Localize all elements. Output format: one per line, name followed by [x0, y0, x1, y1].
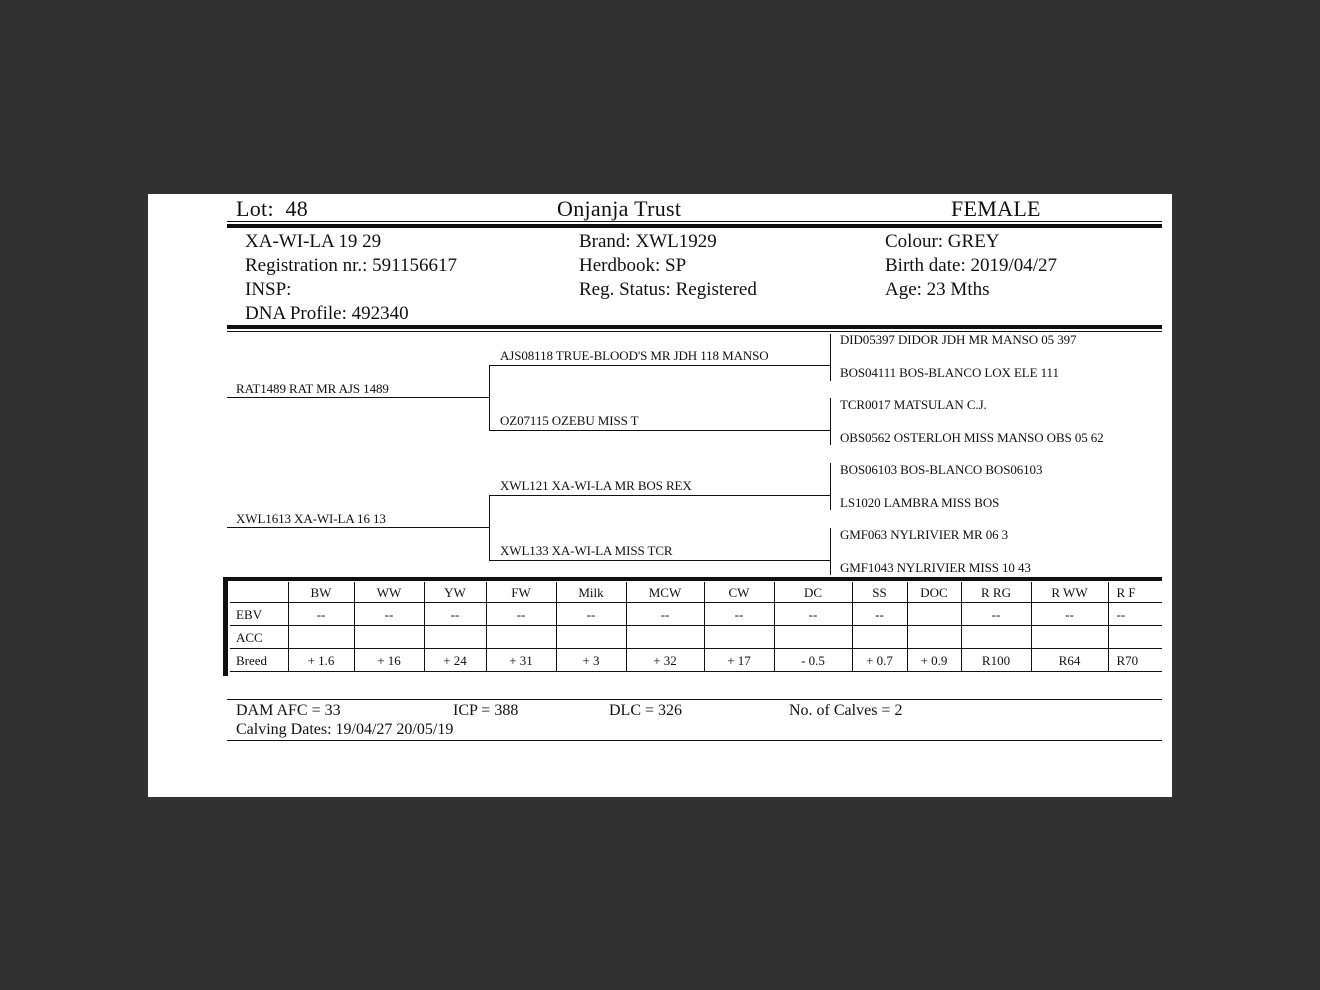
dam-bracket: [489, 495, 490, 560]
age: Age: 23 Mths: [885, 279, 990, 300]
ebv-header-row-cell: R F: [1108, 582, 1162, 603]
insp-label: INSP:: [245, 279, 292, 300]
ebv-header-row-cell: SS: [852, 582, 907, 603]
ebv-row-breed-cell: + 3: [556, 649, 626, 672]
icp: ICP = 388: [453, 702, 519, 719]
ebv-header-row-cell: [230, 582, 288, 603]
footer-rule-bottom: [227, 740, 1162, 741]
ebv-row-ebv-cell: --: [1108, 603, 1162, 626]
pedigree-g3-8: GMF1043 NYLRIVIER MISS 10 43: [840, 560, 1031, 575]
ebv-row-ebv: [230, 603, 1162, 626]
ebv-row-ebv-cell: --: [354, 603, 424, 626]
herdbook: Herdbook: SP: [579, 255, 687, 276]
header-rule-thick: [227, 224, 1162, 228]
ebv-row-ebv-cell: --: [704, 603, 774, 626]
pedigree-g3-4: OBS0562 OSTERLOH MISS MANSO OBS 05 62: [840, 430, 1104, 445]
ebv-row-breed-cell: + 31: [486, 649, 556, 672]
ebv-row-breed-cell: R64: [1031, 649, 1108, 672]
lot-number: 48: [285, 196, 309, 221]
ebv-row-breed-cell: + 0.7: [852, 649, 907, 672]
ebv-header-row-cell: YW: [424, 582, 486, 603]
dam-line: [227, 527, 490, 528]
header-rule-thin: [227, 221, 1162, 222]
ebv-row-breed-cell: - 0.5: [774, 649, 852, 672]
ebv-row-acc-cell: [774, 626, 852, 649]
ebv-row-acc-cell: [961, 626, 1031, 649]
sire-sire-line: [489, 365, 831, 366]
ebv-header-row-cell: FW: [486, 582, 556, 603]
pedigree-g3-6: LS1020 LAMBRA MISS BOS: [840, 495, 1000, 510]
birth-date: Birth date: 2019/04/27: [885, 255, 1058, 276]
no-of-calves: No. of Calves = 2: [789, 702, 903, 719]
registration-number: Registration nr.: 591156617: [245, 255, 457, 276]
ebv-row-acc-cell: ACC: [230, 626, 288, 649]
pedigree-dam-sire: XWL121 XA-WI-LA MR BOS REX: [500, 478, 692, 493]
lot-label: [236, 198, 308, 220]
pedigree-g3-1: DID05397 DIDOR JDH MR MANSO 05 397: [840, 332, 1077, 347]
ebv-row-acc: [230, 626, 1162, 649]
pedigree-g3-7: GMF063 NYLRIVIER MR 06 3: [840, 527, 1009, 542]
ebv-row-breed: [230, 649, 1162, 672]
ebv-row-ebv-cell: --: [556, 603, 626, 626]
pedigree-sire-dam: OZ07115 OZEBU MISS T: [500, 413, 639, 428]
sire-line: [227, 397, 490, 398]
ebv-row-ebv-cell: --: [774, 603, 852, 626]
ebv-row-ebv-cell: --: [852, 603, 907, 626]
pedigree-dam: XWL1613 XA-WI-LA 16 13: [236, 511, 386, 526]
ebv-row-ebv-cell: --: [1031, 603, 1108, 626]
ebv-row-breed-cell: + 24: [424, 649, 486, 672]
sire-dam-line: [489, 430, 831, 431]
pedigree-sire: RAT1489 RAT MR AJS 1489: [236, 381, 389, 396]
info-rule-thick: [227, 325, 1162, 329]
animal-name: XA-WI-LA 19 29: [245, 231, 382, 252]
ebv-row-breed-cell: + 32: [626, 649, 704, 672]
dam-sire-line: [489, 495, 831, 496]
ebv-row-acc-cell: [852, 626, 907, 649]
ebv-row-breed-cell: R70: [1108, 649, 1162, 672]
ebv-row-acc-cell: [288, 626, 354, 649]
ebv-row-ebv-cell: EBV: [230, 603, 288, 626]
breeder-name: Onjanja Trust: [557, 196, 682, 221]
ebv-row-acc-cell: [1031, 626, 1108, 649]
ebv-header-row-cell: R WW: [1031, 582, 1108, 603]
pedigree-g3-2: BOS04111 BOS-BLANCO LOX ELE 111: [840, 365, 1059, 380]
ebv-row-ebv-cell: --: [486, 603, 556, 626]
ebv-row-breed-cell: + 0.9: [907, 649, 961, 672]
dam-afc: DAM AFC = 33: [236, 702, 341, 719]
ebv-row-acc-cell: [626, 626, 704, 649]
ebv-row-ebv-cell: --: [961, 603, 1031, 626]
dna-profile: DNA Profile: 492340: [245, 303, 409, 324]
sire-bracket: [489, 365, 490, 430]
table-left-bar: [223, 577, 228, 676]
pedigree-sheet: [148, 194, 1172, 797]
ebv-row-acc-cell: [1108, 626, 1162, 649]
g3-bracket-3: [830, 463, 831, 510]
ebv-header-row-cell: DC: [774, 582, 852, 603]
table-top-rule: [223, 577, 1162, 581]
ebv-row-ebv-cell: --: [424, 603, 486, 626]
ebv-row-breed-cell: + 16: [354, 649, 424, 672]
ebv-header-row-cell: BW: [288, 582, 354, 603]
g3-bracket-4: [830, 528, 831, 575]
ebv-row-ebv-cell: --: [288, 603, 354, 626]
calving-dates: Calving Dates: 19/04/27 20/05/19: [236, 721, 454, 738]
ebv-header-row-cell: MCW: [626, 582, 704, 603]
ebv-row-ebv-cell: --: [626, 603, 704, 626]
ebv-header-row-cell: R RG: [961, 582, 1031, 603]
ebv-row-acc-cell: [424, 626, 486, 649]
pedigree-dam-dam: XWL133 XA-WI-LA MISS TCR: [500, 543, 673, 558]
ebv-header-row-cell: CW: [704, 582, 774, 603]
ebv-table: [230, 582, 1162, 672]
pedigree-g3-5: BOS06103 BOS-BLANCO BOS06103: [840, 462, 1043, 477]
ebv-row-ebv-cell: [907, 603, 961, 626]
ebv-row-acc-cell: [907, 626, 961, 649]
ebv-row-acc-cell: [556, 626, 626, 649]
ebv-header-row-cell: DOC: [907, 582, 961, 603]
footer-rule-top: [227, 699, 1162, 700]
pedigree-sire-sire: AJS08118 TRUE-BLOOD'S MR JDH 118 MANSO: [500, 348, 769, 363]
ebv-header-row-cell: WW: [354, 582, 424, 603]
colour: Colour: GREY: [885, 231, 1000, 252]
g3-bracket-1: [830, 334, 831, 381]
brand: Brand: XWL1929: [579, 231, 717, 252]
ebv-row-breed-cell: R100: [961, 649, 1031, 672]
ebv-row-acc-cell: [486, 626, 556, 649]
ebv-row-breed-cell: Breed: [230, 649, 288, 672]
g3-bracket-2: [830, 398, 831, 445]
ebv-row-breed-cell: + 1.6: [288, 649, 354, 672]
ebv-header-row-cell: Milk: [556, 582, 626, 603]
dam-dam-line: [489, 560, 831, 561]
ebv-row-breed-cell: + 17: [704, 649, 774, 672]
ebv-row-acc-cell: [704, 626, 774, 649]
dlc: DLC = 326: [609, 702, 683, 719]
ebv-row-acc-cell: [354, 626, 424, 649]
reg-status: Reg. Status: Registered: [579, 279, 757, 300]
pedigree-g3-3: TCR0017 MATSULAN C.J.: [840, 397, 987, 412]
ebv-header-row: [230, 582, 1162, 603]
lot-label-text: Lot:: [236, 196, 274, 221]
sex-label: FEMALE: [951, 196, 1041, 221]
